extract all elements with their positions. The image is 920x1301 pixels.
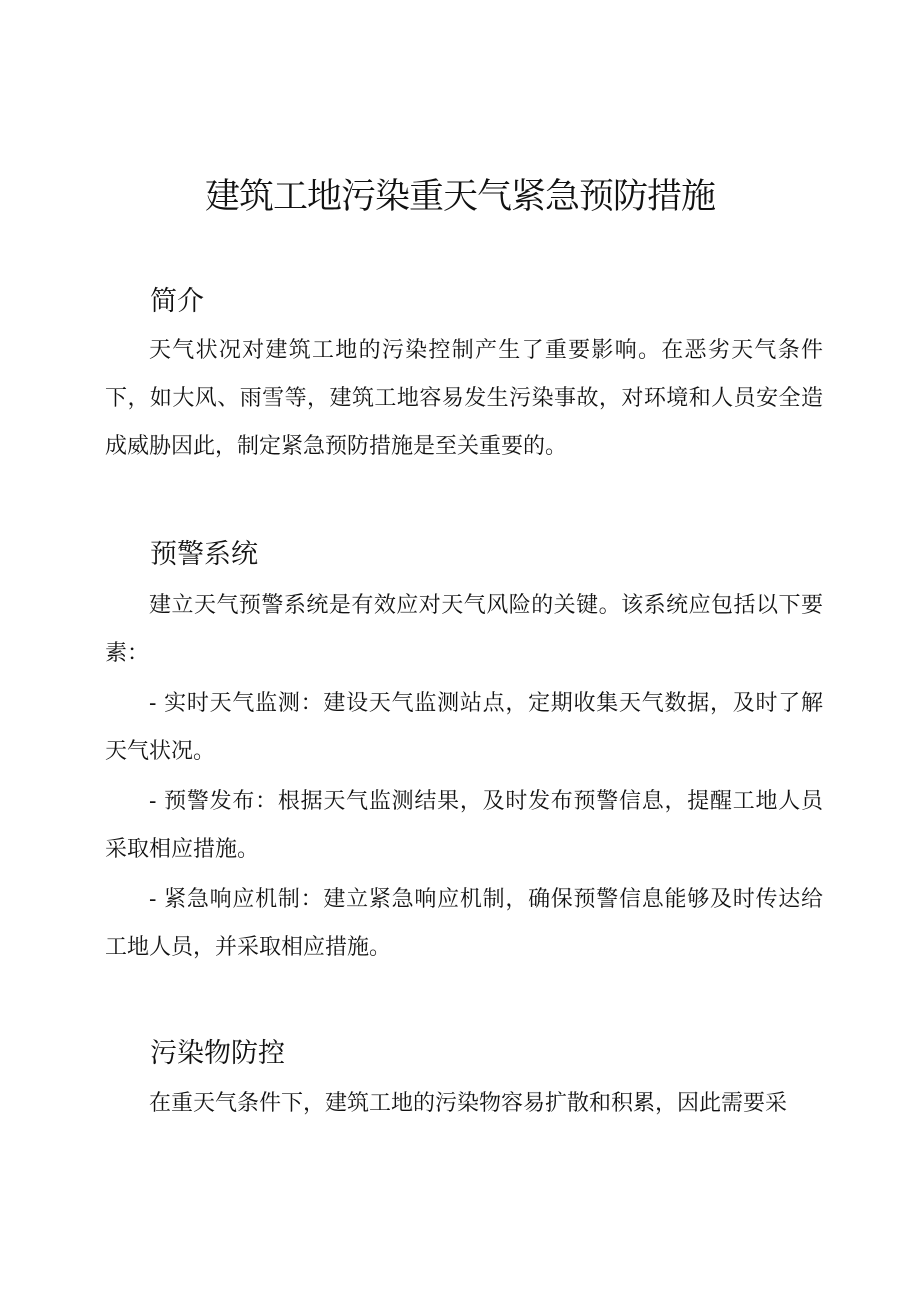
section-heading-pollutant-control: 污染物防控	[150, 1038, 285, 1069]
list-item-emergency-response: - 紧急响应机制：建立紧急响应机制，确保预警信息能够及时传达给工地人员，并采取相应措施。	[105, 887, 823, 960]
list-item-warning-release: - 预警发布：根据天气监测结果，及时发布预警信息，提醒工地人员采取相应措施。	[105, 789, 823, 862]
warning-system-paragraph: 建立天气预警系统是有效应对天气风险的关键。该系统应包括以下要素：	[105, 593, 823, 666]
pollutant-control-paragraph: 在重天气条件下，建筑工地的污染物容易扩散和积累，因此需要采	[149, 1091, 788, 1116]
list-item-realtime-monitoring: - 实时天气监测：建设天气监测站点，定期收集天气数据，及时了解天气状况。	[105, 691, 823, 764]
section-heading-warning-system: 预警系统	[150, 539, 258, 570]
document-title: 建筑工地污染重天气紧急预防措施	[204, 177, 715, 217]
intro-paragraph: 天气状况对建筑工地的污染控制产生了重要影响。在恶劣天气条件下，如大风、雨雪等，建筑工地容易发生污染事故，对环境和人员安全造成威胁因此，制定紧急预防措施是至关重要的。	[105, 338, 823, 459]
section-heading-intro: 简介	[150, 286, 204, 317]
